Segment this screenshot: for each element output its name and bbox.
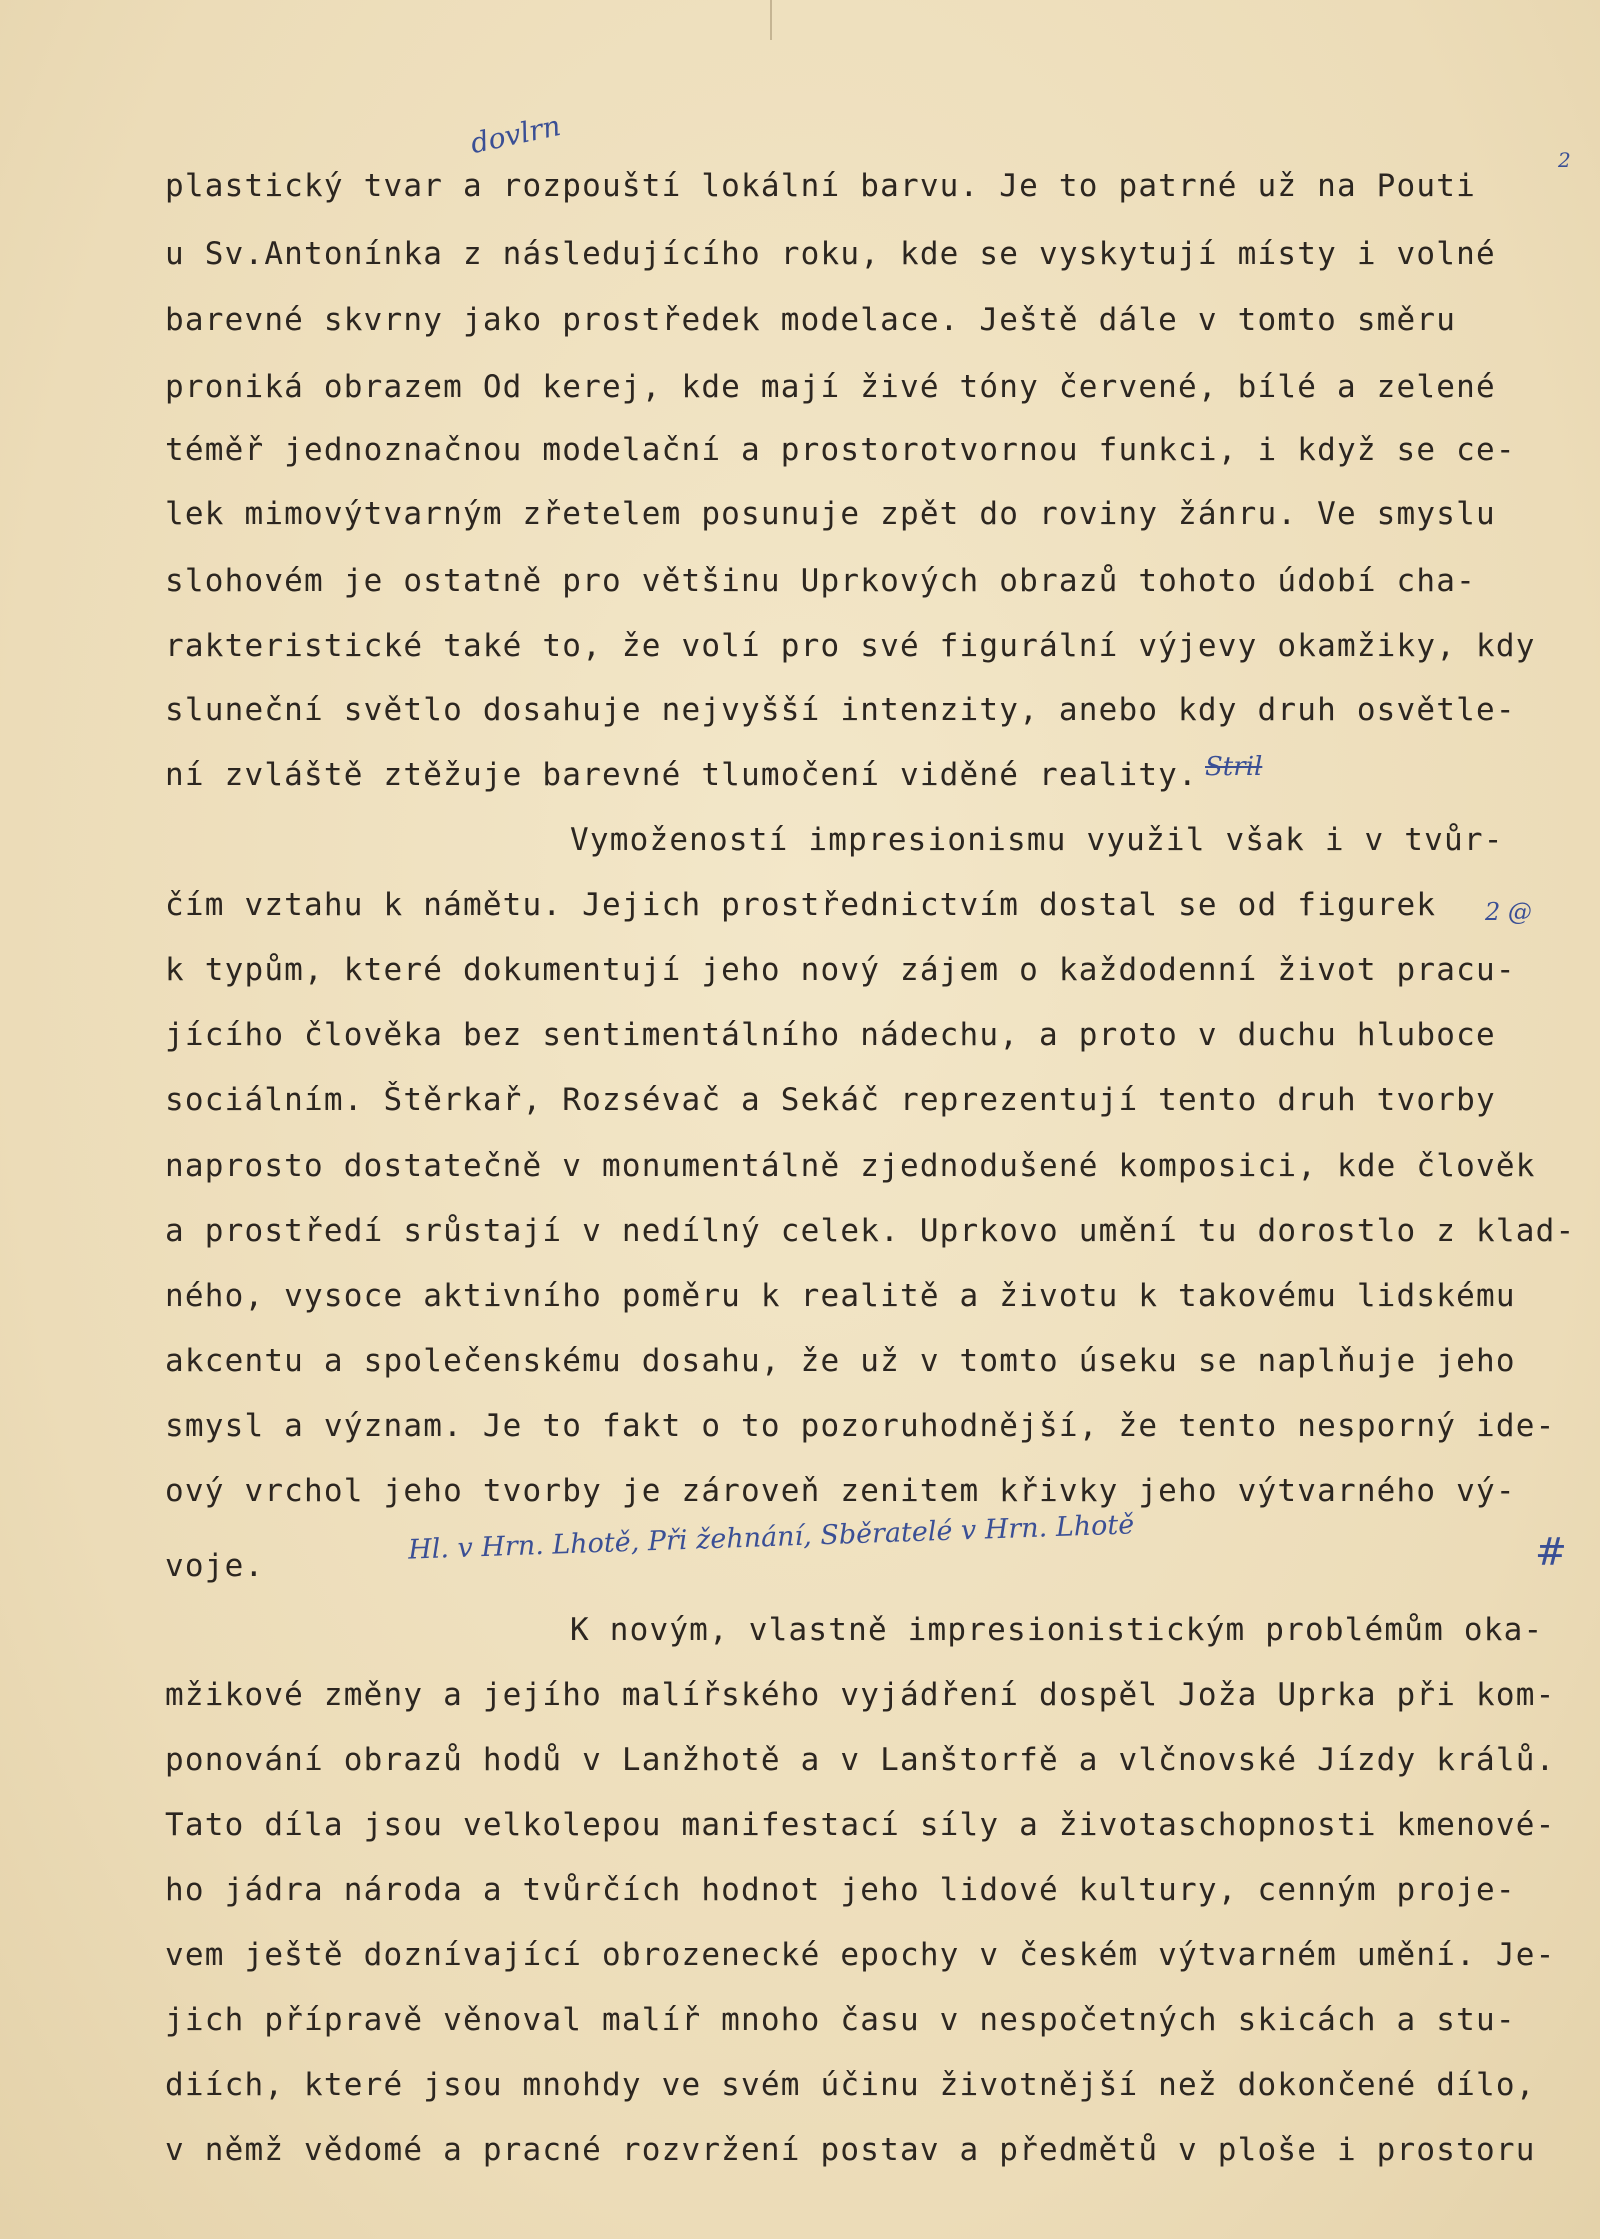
text-line: diích, které jsou mnohdy ve svém účinu životnější než dokončené dílo, [165,2067,1536,2103]
text-line: čím vztahu k námětu. Jejich prostřednictvím dostal se od figurek [165,887,1437,923]
text-line: v němž vědomé a pracné rozvržení postav a předmětů v ploše i prostoru [165,2132,1536,2168]
text-line: voje. [165,1548,265,1584]
text-line: barevné skvrny jako prostředek modelace. Ještě dále v tomto směru [165,302,1457,338]
handwritten-insertion: dovlrn [467,108,564,161]
text-line: mžikové změny a jejího malířského vyjádření dospěl Joža Uprka při kom- [165,1677,1556,1713]
text-line: ní zvláště ztěžuje barevné tlumočení viděné reality. [165,757,1198,793]
text-line: naprosto dostatečně v monumentálně zjednodušené komposici, kde člověk [165,1148,1536,1184]
struck-word: Stril [1205,752,1263,782]
text-line: smysl a význam. Je to fakt o to pozoruhodnější, že tento nesporný ide- [165,1408,1556,1444]
text-line: ový vrchol jeho tvorby je zároveň zenitem křivky jeho výtvarného vý- [165,1473,1516,1509]
margin-mark: 2 @ [1485,898,1532,926]
text-line: slohovém je ostatně pro většinu Uprkových obrazů tohoto údobí cha- [165,563,1476,599]
text-line: K novým, vlastně impresionistickým problémům oka- [570,1612,1544,1648]
text-line: u Sv.Antonínka z následujícího roku, kde se vyskytují místy i volné [165,236,1496,272]
text-line: rakteristické také to, že volí pro své figurální výjevy okamžiky, kdy [165,628,1536,664]
text-line: vem ještě doznívající obrozenecké epochy v českém výtvarném umění. Je- [165,1937,1556,1973]
text-line: akcentu a společenskému dosahu, že už v tomto úseku se naplňuje jeho [165,1343,1516,1379]
page-number-mark: 2 [1558,148,1571,172]
text-line: Tato díla jsou velkolepou manifestací síly a životaschopnosti kmenové- [165,1807,1556,1843]
text-line: jich přípravě věnoval malíř mnoho času v nespočetných skicách a stu- [165,2002,1516,2038]
text-line: sociálním. Štěrkař, Rozsévač a Sekáč reprezentují tento druh tvorby [165,1082,1496,1118]
text-line: sluneční světlo dosahuje nejvyšší intenzity, anebo kdy druh osvětle- [165,692,1516,728]
text-line: a prostředí srůstají v nedílný celek. Uprkovo umění tu dorostlo z klad- [165,1213,1576,1249]
text-line: ho jádra národa a tvůrčích hodnot jeho lidové kultury, cenným proje- [165,1872,1516,1908]
text-line: ného, vysoce aktivního poměru k realitě a životu k takovému lidskému [165,1278,1516,1314]
margin-hash-mark: # [1535,1530,1567,1574]
text-line: proniká obrazem Od kerej, kde mají živé tóny červené, bílé a zelené [165,369,1496,405]
text-line: Vymožeností impresionismu využil však i v tvůr- [570,822,1504,858]
text-line: téměř jednoznačnou modelační a prostorotvornou funkci, i když se ce- [165,432,1516,468]
text-line: k typům, které dokumentují jeho nový zájem o každodenní život pracu- [165,952,1516,988]
text-line: lek mimovýtvarným zřetelem posunuje zpět do roviny žánru. Ve smyslu [165,496,1496,532]
text-line: ponování obrazů hodů v Lanžhotě a v Lanštorfě a vlčnovské Jízdy králů. [165,1742,1556,1778]
text-line: plastický tvar a rozpouští lokální barvu. Je to patrné už na Pouti [165,168,1476,204]
paper-fold-mark [770,0,772,40]
bottom-handwritten-note: Hl. v Hrn. Lhotě, Při žehnání, Sběratelé v Hrn. Lhotě [407,1509,1135,1566]
text-line: jícího člověka bez sentimentálního nádechu, a proto v duchu hluboce [165,1017,1496,1053]
